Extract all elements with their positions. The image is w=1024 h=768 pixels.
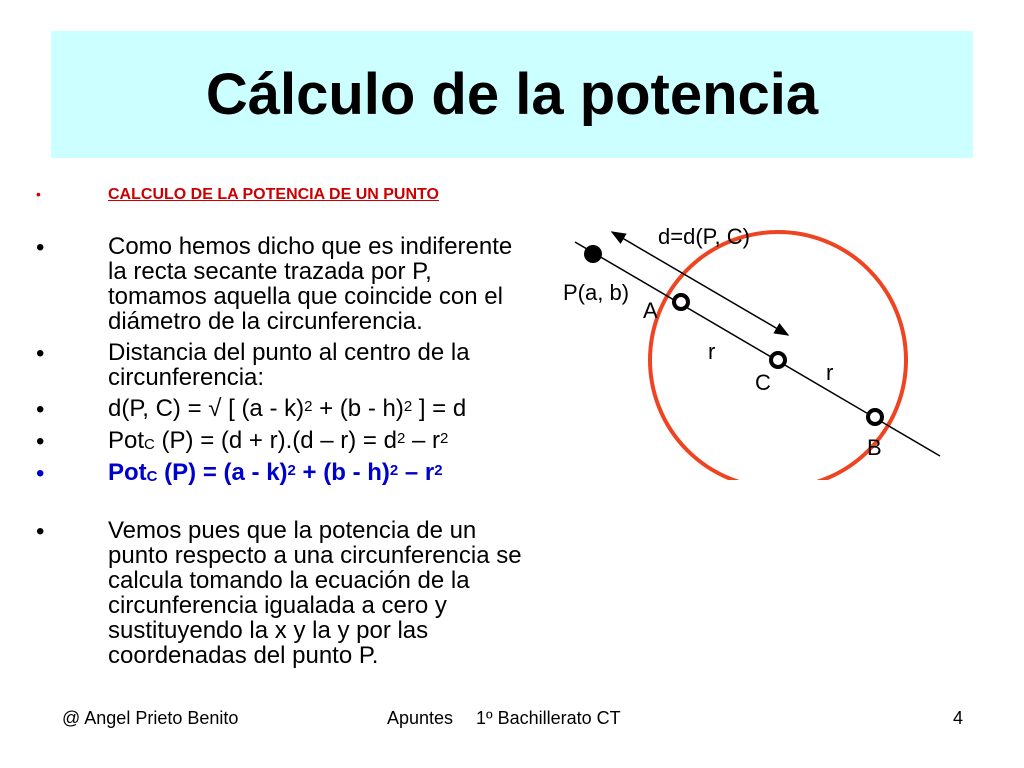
paragraph-line: tomamos aquella que coincide con el: [108, 283, 503, 310]
circle-diagram: [560, 210, 980, 480]
distance-formula: d(P, C) = √ [ (a - k)$^2$ + (b - h)$^2$ ] = d: [108, 395, 467, 422]
page-title: Cálculo de la potencia: [205, 62, 819, 127]
paragraph-line: la recta secante trazada por P,: [108, 258, 432, 285]
label-a: A: [643, 298, 658, 323]
bullet: •: [36, 396, 45, 423]
point-p: [584, 245, 602, 263]
point-a: [674, 295, 688, 309]
bullet: •: [36, 460, 45, 487]
label-c: C: [755, 370, 771, 395]
label-distance: d=d(P, C): [658, 224, 750, 249]
paragraph-line: coordenadas del punto P.: [108, 642, 379, 669]
paragraph-line: Distancia del punto al centro de la: [108, 339, 470, 366]
footer-author: @ Angel Prieto Benito: [62, 708, 239, 728]
power-formula: Pot$_C$ $(P) = (d + r).(d - r) = d^2 - r^2$: [108, 427, 449, 454]
paragraph-line: sustituyendo la x y la y por las: [108, 617, 429, 644]
bullet: •: [36, 340, 45, 367]
title-banner: [51, 31, 973, 158]
label-p: P(a, b): [563, 280, 630, 305]
paragraph-line: diámetro de la circunferencia.: [108, 308, 423, 335]
paragraph-line: Vemos pues que la potencia de un: [108, 517, 477, 544]
label-b: B: [867, 435, 882, 460]
secant-line: [575, 242, 940, 456]
paragraph-line: circunferencia:: [108, 364, 265, 391]
bullet: •: [36, 186, 41, 202]
point-b: [868, 410, 882, 424]
bullet: •: [36, 518, 45, 545]
paragraph-line: Como hemos dicho que es indiferente: [108, 233, 513, 260]
paragraph-line: punto respecto a una circunferencia se: [108, 542, 522, 569]
section-heading: CALCULO DE LA POTENCIA DE UN PUNTO: [108, 186, 439, 203]
label-r2: r: [826, 360, 834, 385]
bullet: •: [36, 428, 45, 455]
footer-page-number: 4: [953, 708, 964, 728]
power-formula-highlight: Pot$_C$ $(P) = (a - k)^2 + (b - h)^2 - r^2$: [108, 459, 443, 486]
point-c: [771, 353, 785, 367]
footer-course-a: Apuntes: [387, 708, 454, 728]
paragraph-line: calcula tomando la ecuación de la: [108, 567, 470, 594]
bullet: •: [36, 234, 45, 261]
paragraph-line: circunferencia igualada a cero y: [108, 592, 447, 619]
footer-course-b: 1º Bachillerato CT: [476, 708, 621, 728]
label-r1: r: [708, 339, 716, 364]
